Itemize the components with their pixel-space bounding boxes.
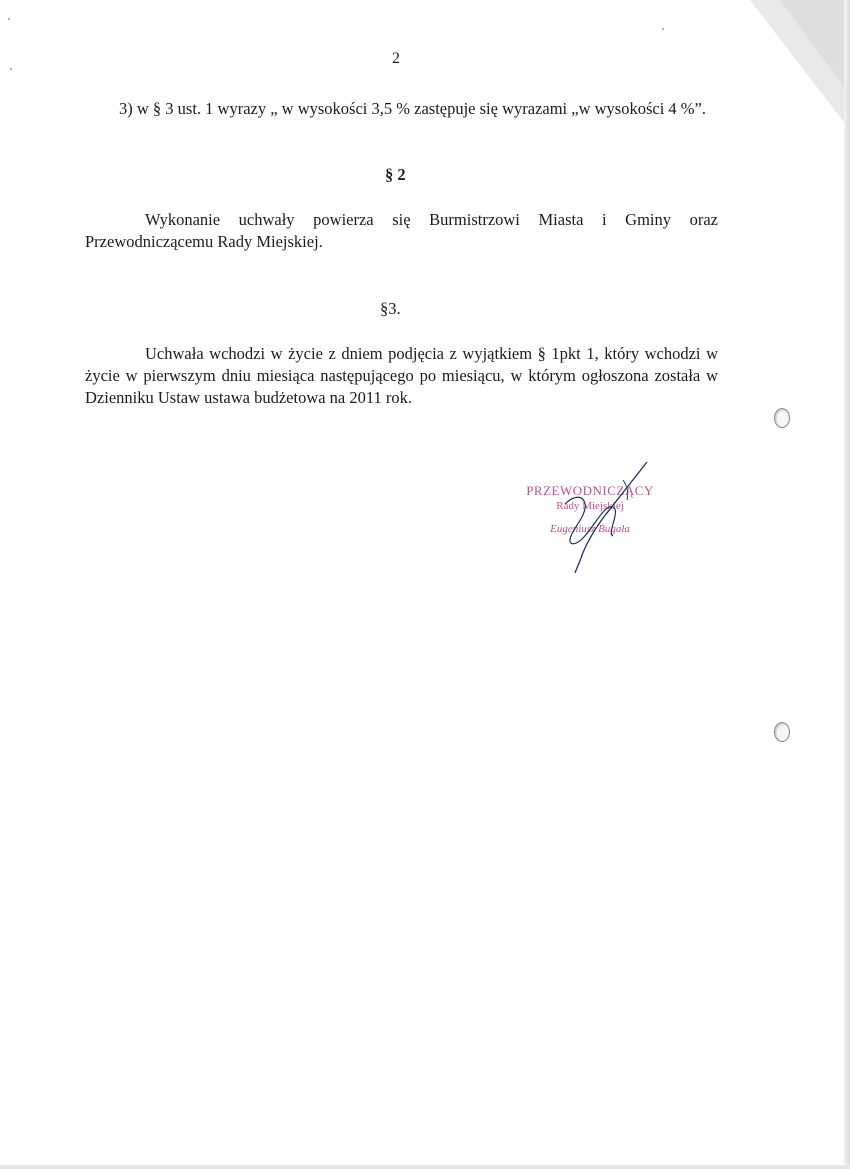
section-3-heading: §3.	[380, 299, 401, 318]
signature-stamp	[505, 460, 675, 575]
scan-speck	[662, 28, 664, 30]
section-2-text: Wykonanie uchwały powierza się Burmistrzowi Miasta i Gminy oraz Przewodniczącemu Rady Miejskiej.	[85, 210, 718, 251]
scan-bottom-edge	[0, 1165, 850, 1169]
stamp-name: Eugeniusz Bugała	[550, 523, 630, 535]
stamp-title: PRZEWODNICZĄCY	[526, 483, 654, 498]
punch-hole-top	[774, 408, 790, 428]
amendment-item-3: 3) w § 3 ust. 1 wyrazy „ w wysokości 3,5 % zastępuje się wyrazami „w wysokości 4 %”.	[119, 99, 706, 118]
scan-corner-fold	[750, 0, 850, 130]
section-3-text: Uchwała wchodzi w życie z dniem podjęcia z wyjątkiem § 1pkt 1, który wchodzi w życie w pierwszym dniu miesiąca następującego po miesiącu, w którym ogłoszona została w Dzienniku Ustaw ustawa budżetowa na 2011 rok.	[85, 344, 718, 407]
section-2-heading: § 2	[385, 165, 406, 184]
scan-speck	[8, 18, 10, 20]
scan-right-edge	[844, 0, 850, 1169]
page-number: 2	[392, 50, 400, 67]
handwritten-signature	[505, 460, 675, 575]
punch-hole-bottom	[774, 722, 790, 742]
scan-speck	[10, 68, 12, 70]
stamp-subtitle: Rady Miejskiej	[556, 500, 624, 512]
